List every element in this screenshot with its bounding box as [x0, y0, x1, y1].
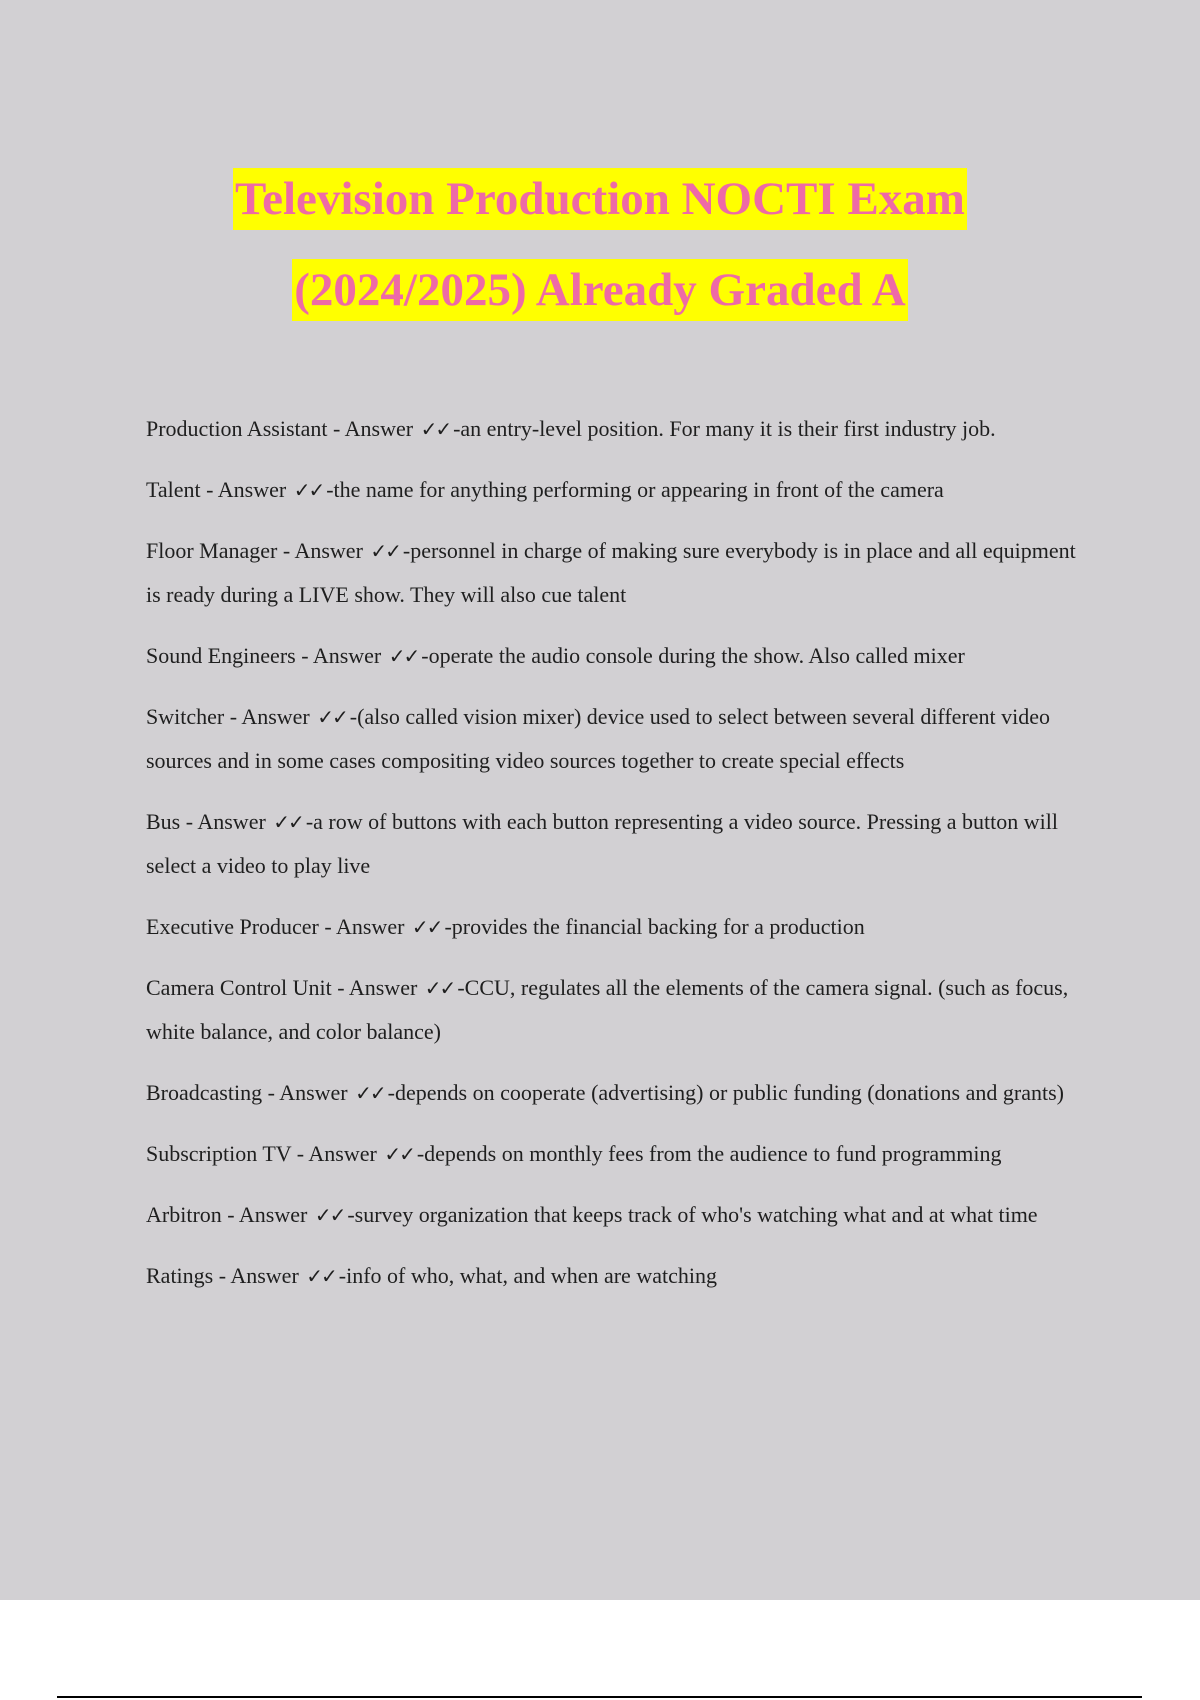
qa-entry	[146, 1132, 1086, 1176]
double-check-icon: ✓✓	[293, 478, 324, 502]
entry-term: Ratings	[146, 1263, 214, 1288]
qa-entry	[146, 468, 1086, 512]
entry-term: Production Assistant	[146, 416, 328, 441]
entry-term: Arbitron	[146, 1202, 222, 1227]
qa-entry	[146, 634, 1086, 678]
qa-entry	[146, 695, 1086, 783]
entry-separator: - Answer	[295, 643, 387, 668]
entry-definition: -operate the audio console during the show. Also called mixer	[421, 643, 965, 668]
entry-separator: - Answer	[221, 1202, 313, 1227]
footer-divider	[57, 1696, 1142, 1698]
double-check-icon: ✓✓	[273, 810, 303, 834]
title-line-2: (2024/2025) Already Graded A	[292, 259, 907, 321]
entry-definition: -the name for anything performing or appearing in front of the camera	[326, 477, 944, 502]
entry-definition: -an entry-level position. For many it is their first industry job.	[453, 416, 996, 441]
entry-separator: - Answer	[200, 477, 292, 502]
double-check-icon: ✓✓	[384, 1142, 414, 1166]
entry-separator: - Answer	[180, 809, 272, 834]
entry-separator: - Answer	[277, 538, 369, 563]
entry-definition: -(also called vision mixer) device used to select between several different video sources and in some cases compositing video sources together to create special effects	[146, 704, 1051, 773]
entry-separator: - Answer	[291, 1141, 383, 1166]
entry-definition: -a row of buttons with each button representing a video source. Pressing a button will select a video to play live	[146, 809, 1058, 878]
qa-entry-list	[146, 407, 1086, 1315]
double-check-icon: ✓✓	[370, 539, 400, 563]
entry-separator: - Answer	[224, 704, 316, 729]
entry-term: Executive Producer	[146, 914, 319, 939]
entry-separator: - Answer	[318, 914, 410, 939]
title-line-1: Television Production NOCTI Exam	[233, 168, 967, 230]
entry-definition: -provides the financial backing for a production	[444, 914, 865, 939]
entry-definition: -CCU, regulates all the elements of the camera signal. (such as focus, white balance, and color balance)	[146, 975, 1069, 1044]
double-check-icon: ✓✓	[355, 1081, 385, 1105]
entry-term: Talent	[146, 477, 201, 502]
qa-entry	[146, 1071, 1086, 1115]
entry-definition: -personnel in charge of making sure everybody is in place and all equipment is ready during a LIVE show. They will also cue talent	[146, 538, 1076, 607]
qa-entry	[146, 800, 1086, 888]
double-check-icon: ✓✓	[306, 1264, 336, 1288]
entry-definition: -survey organization that keeps track of who's watching what and at what time	[347, 1202, 1038, 1227]
entry-separator: - Answer	[331, 975, 423, 1000]
double-check-icon: ✓✓	[317, 705, 347, 729]
entry-term: Subscription TV	[146, 1141, 292, 1166]
entry-term: Switcher	[146, 704, 225, 729]
entry-separator: - Answer	[213, 1263, 305, 1288]
entry-term: Camera Control Unit	[146, 975, 332, 1000]
qa-entry	[146, 905, 1086, 949]
qa-entry	[146, 966, 1086, 1054]
double-check-icon: ✓✓	[420, 417, 451, 441]
double-check-icon: ✓✓	[424, 976, 455, 1000]
entry-definition: -depends on cooperate (advertising) or public funding (donations and grants)	[387, 1080, 1064, 1105]
document-title	[0, 168, 1200, 321]
entry-definition: -info of who, what, and when are watching	[338, 1263, 717, 1288]
double-check-icon: ✓✓	[388, 644, 419, 668]
entry-separator: - Answer	[262, 1080, 354, 1105]
entry-term: Bus	[146, 809, 181, 834]
entry-separator: - Answer	[327, 416, 419, 441]
entry-term: Floor Manager	[146, 538, 278, 563]
double-check-icon: ✓✓	[411, 915, 442, 939]
qa-entry	[146, 407, 1086, 451]
double-check-icon: ✓✓	[314, 1203, 345, 1227]
qa-entry	[146, 529, 1086, 617]
qa-entry	[146, 1254, 1086, 1298]
qa-entry	[146, 1193, 1086, 1237]
entry-definition: -depends on monthly fees from the audience to fund programming	[416, 1141, 1002, 1166]
entry-term: Broadcasting	[146, 1080, 263, 1105]
entry-term: Sound Engineers	[146, 643, 296, 668]
